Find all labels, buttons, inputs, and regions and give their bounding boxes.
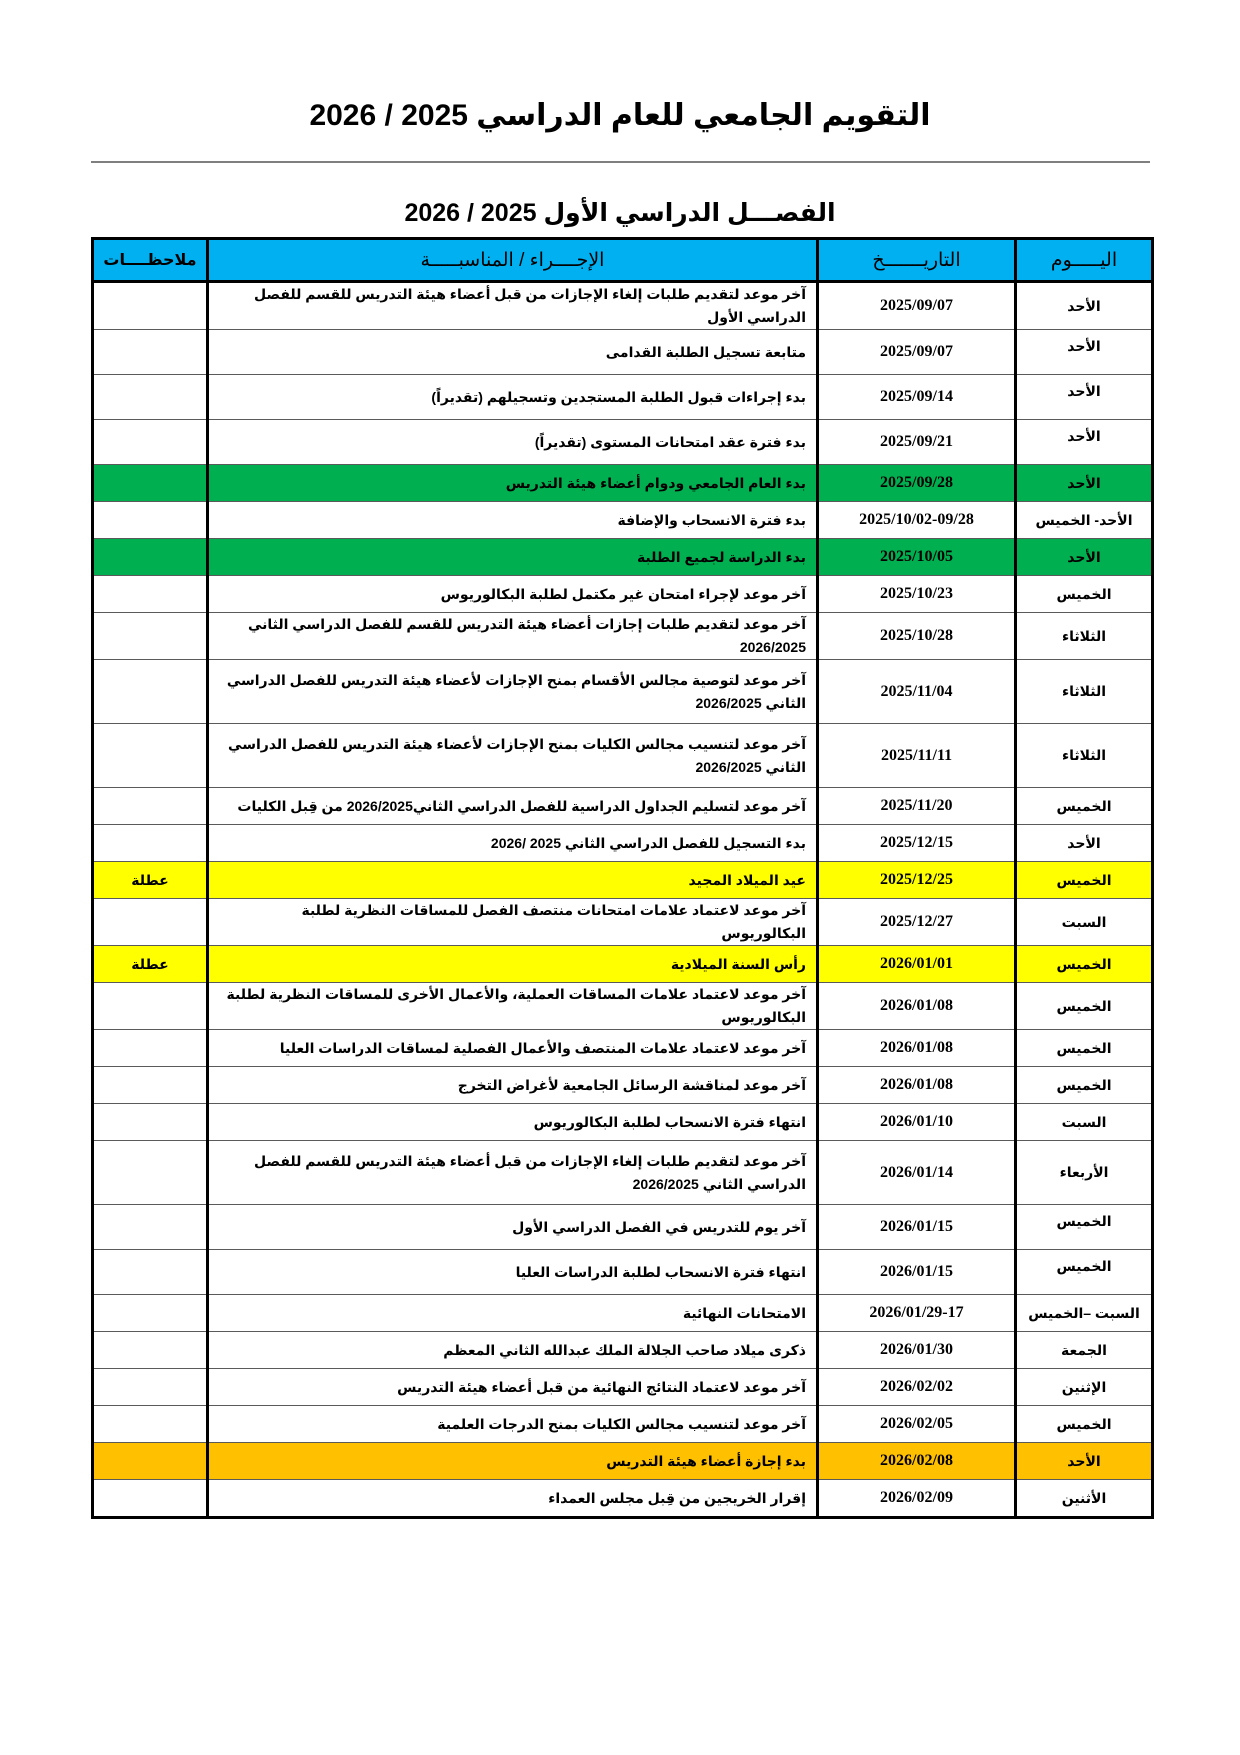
notes-cell: [93, 420, 208, 465]
day-cell: الأحد: [1016, 282, 1153, 330]
table-row: [93, 1030, 1153, 1067]
day-cell: الأحد: [1016, 330, 1153, 375]
notes-cell: [93, 788, 208, 825]
date-cell: 2025/10/23: [818, 576, 1016, 613]
notes-cell: [93, 282, 208, 330]
date-cell: 2026/01/29-17: [818, 1295, 1016, 1332]
notes-cell: [93, 1067, 208, 1104]
date-cell: 2026/01/10: [818, 1104, 1016, 1141]
notes-cell: [93, 1205, 208, 1250]
action-cell: آخر موعد لإجراء امتحان غير مكتمل لطلبة البكالوريوس: [208, 576, 818, 613]
action-cell: آخر موعد لتوصية مجالس الأقسام بمنح الإجازات لأعضاء هيئة التدريس للفصل الدراسي الثاني 2026/2025: [208, 660, 818, 724]
day-cell: الخميس: [1016, 1406, 1153, 1443]
table-row: [93, 724, 1153, 788]
notes-cell: [93, 660, 208, 724]
action-cell: بدء التسجيل للفصل الدراسي الثاني 2025 /2026: [208, 825, 818, 862]
date-cell: 2026/01/15: [818, 1250, 1016, 1295]
notes-cell: عطلة: [93, 862, 208, 899]
day-cell: الأربعاء: [1016, 1141, 1153, 1205]
table-row: [93, 1295, 1153, 1332]
day-cell: الخميس: [1016, 946, 1153, 983]
day-cell: السبت: [1016, 1104, 1153, 1141]
table-row: [93, 576, 1153, 613]
table-row: [93, 946, 1153, 983]
semester-title: الفصـــل الدراسي الأول 2025 / 2026: [404, 199, 836, 227]
action-cell: الامتحانات النهائية: [208, 1295, 818, 1332]
table-row: [93, 1480, 1153, 1518]
notes-cell: [93, 724, 208, 788]
action-cell: بدء إجازة أعضاء هيئة التدريس: [208, 1443, 818, 1480]
day-cell: السبت –الخميس: [1016, 1295, 1153, 1332]
action-cell: آخر موعد لتقديم طلبات إلغاء الإجازات من قبل أعضاء هيئة التدريس للقسم للفصل الدراسي الأول: [208, 282, 818, 330]
notes-cell: [93, 899, 208, 946]
action-cell: آخر موعد لتقديم طلبات إجازات أعضاء هيئة التدريس للقسم للفصل الدراسي الثاني 2026/2025: [208, 613, 818, 660]
day-cell: الثلاثاء: [1016, 660, 1153, 724]
table-row: [93, 465, 1153, 502]
table-row: [93, 502, 1153, 539]
action-cell: آخر موعد لاعتماد علامات المنتصف والأعمال الفصلية لمساقات الدراسات العليا: [208, 1030, 818, 1067]
notes-cell: [93, 1250, 208, 1295]
action-cell: بدء فترة عقد امتحانات المستوى (تقديراً): [208, 420, 818, 465]
day-cell: الخميس: [1016, 788, 1153, 825]
table-row: [93, 1141, 1153, 1205]
date-cell: 2025/09/07: [818, 282, 1016, 330]
action-cell: انتهاء فترة الانسحاب لطلبة البكالوريوس: [208, 1104, 818, 1141]
action-cell: بدء إجراءات قبول الطلبة المستجدين وتسجيلهم (تقديراً): [208, 375, 818, 420]
date-cell: 2025/12/27: [818, 899, 1016, 946]
table-row: [93, 1067, 1153, 1104]
day-cell: الخميس: [1016, 1067, 1153, 1104]
day-cell: الخميس: [1016, 983, 1153, 1030]
table-row: [93, 660, 1153, 724]
day-cell: الثلاثاء: [1016, 613, 1153, 660]
notes-cell: [93, 502, 208, 539]
day-cell: الجمعة: [1016, 1332, 1153, 1369]
header-action: الإجــــراء / المناسبـــــة: [208, 239, 818, 282]
date-cell: 2026/01/14: [818, 1141, 1016, 1205]
title-divider: [91, 161, 1150, 163]
date-cell: 2025/11/04: [818, 660, 1016, 724]
action-cell: بدء فترة الانسحاب والإضافة: [208, 502, 818, 539]
notes-cell: [93, 1369, 208, 1406]
notes-cell: [93, 1332, 208, 1369]
action-cell: آخر موعد لتقديم طلبات إلغاء الإجازات من قبل أعضاء هيئة التدريس للقسم للفصل الدراسي الثاني 2026/2025: [208, 1141, 818, 1205]
action-cell: بدء العام الجامعي ودوام أعضاء هيئة التدريس: [208, 465, 818, 502]
notes-cell: [93, 1141, 208, 1205]
day-cell: الأحد: [1016, 375, 1153, 420]
date-cell: 2026/02/09: [818, 1480, 1016, 1518]
date-cell: 2025/11/11: [818, 724, 1016, 788]
notes-cell: [93, 983, 208, 1030]
day-cell: الأحد- الخميس: [1016, 502, 1153, 539]
table-row: [93, 1369, 1153, 1406]
notes-cell: [93, 330, 208, 375]
date-cell: 2026/01/08: [818, 1067, 1016, 1104]
notes-cell: [93, 1295, 208, 1332]
date-cell: 2025/09/28: [818, 465, 1016, 502]
day-cell: الإثنين: [1016, 1369, 1153, 1406]
notes-cell: [93, 1443, 208, 1480]
action-cell: بدء الدراسة لجميع الطلبة: [208, 539, 818, 576]
day-cell: الخميس: [1016, 862, 1153, 899]
table-row: [93, 1332, 1153, 1369]
notes-cell: [93, 1406, 208, 1443]
table-row: [93, 899, 1153, 946]
day-cell: الخميس: [1016, 1250, 1153, 1295]
notes-cell: عطلة: [93, 946, 208, 983]
date-cell: 2025/10/28: [818, 613, 1016, 660]
document-title: التقويم الجامعي للعام الدراسي 2025 / 2026: [309, 99, 931, 132]
date-cell: 2025/12/15: [818, 825, 1016, 862]
day-cell: الخميس: [1016, 1030, 1153, 1067]
day-cell: الخميس: [1016, 576, 1153, 613]
table-row: [93, 330, 1153, 375]
date-cell: 2026/01/15: [818, 1205, 1016, 1250]
table-row: [93, 420, 1153, 465]
action-cell: عيد الميلاد المجيد: [208, 862, 818, 899]
day-cell: الأثنين: [1016, 1480, 1153, 1518]
action-cell: آخر موعد لتسليم الجداول الدراسية للفصل الدراسي الثاني2026/2025 من قِبل الكليات: [208, 788, 818, 825]
notes-cell: [93, 576, 208, 613]
notes-cell: [93, 613, 208, 660]
table-row: [93, 825, 1153, 862]
action-cell: آخر يوم للتدريس في الفصل الدراسي الأول: [208, 1205, 818, 1250]
action-cell: آخر موعد لتنسيب مجالس الكليات بمنح الدرجات العلمية: [208, 1406, 818, 1443]
notes-cell: [93, 375, 208, 420]
header-notes: ملاحظــــات: [93, 239, 208, 282]
table-row: [93, 375, 1153, 420]
notes-cell: [93, 1030, 208, 1067]
day-cell: الثلاثاء: [1016, 724, 1153, 788]
date-cell: 2025/12/25: [818, 862, 1016, 899]
action-cell: متابعة تسجيل الطلبة القدامى: [208, 330, 818, 375]
date-cell: 2026/02/02: [818, 1369, 1016, 1406]
day-cell: الأحد: [1016, 1443, 1153, 1480]
action-cell: رأس السنة الميلادية: [208, 946, 818, 983]
date-cell: 2026/02/05: [818, 1406, 1016, 1443]
action-cell: آخر موعد لتنسيب مجالس الكليات بمنح الإجازات لأعضاء هيئة التدريس للفصل الدراسي الثاني 2026/2025: [208, 724, 818, 788]
header-date: التاريـــــــخ: [818, 239, 1016, 282]
table-row: [93, 788, 1153, 825]
date-cell: 2025/09/14: [818, 375, 1016, 420]
table-row: [93, 539, 1153, 576]
action-cell: ذكرى ميلاد صاحب الجلالة الملك عبدالله الثاني المعظم: [208, 1332, 818, 1369]
action-cell: آخر موعد لمناقشة الرسائل الجامعية لأغراض التخرج: [208, 1067, 818, 1104]
date-cell: 2025/09/21: [818, 420, 1016, 465]
header-day: اليـــــوم: [1016, 239, 1153, 282]
day-cell: الأحد: [1016, 420, 1153, 465]
day-cell: السبت: [1016, 899, 1153, 946]
date-cell: 2025/09/07: [818, 330, 1016, 375]
notes-cell: [93, 539, 208, 576]
day-cell: الخميس: [1016, 1205, 1153, 1250]
day-cell: الأحد: [1016, 825, 1153, 862]
table-row: [93, 282, 1153, 330]
date-cell: 2026/01/30: [818, 1332, 1016, 1369]
notes-cell: [93, 1104, 208, 1141]
table-row: [93, 1443, 1153, 1480]
notes-cell: [93, 465, 208, 502]
action-cell: آخر موعد لاعتماد علامات المساقات العملية، والأعمال الأخرى للمساقات النظرية لطلبة البكالوريوس: [208, 983, 818, 1030]
table-body: [93, 282, 1153, 1518]
table-row: [93, 1104, 1153, 1141]
date-cell: 2025/11/20: [818, 788, 1016, 825]
action-cell: آخر موعد لاعتماد علامات امتحانات منتصف الفصل للمساقات النظرية لطلبة البكالوريوس: [208, 899, 818, 946]
day-cell: الأحد: [1016, 539, 1153, 576]
day-cell: الأحد: [1016, 465, 1153, 502]
table-row: [93, 1205, 1153, 1250]
table-row: [93, 983, 1153, 1030]
table-row: [93, 1406, 1153, 1443]
date-cell: 2026/01/08: [818, 1030, 1016, 1067]
date-cell: 2025/10/02-09/28: [818, 502, 1016, 539]
action-cell: آخر موعد لاعتماد النتائج النهائية من قبل أعضاء هيئة التدريس: [208, 1369, 818, 1406]
notes-cell: [93, 1480, 208, 1518]
date-cell: 2026/01/08: [818, 983, 1016, 1030]
table-row: [93, 613, 1153, 660]
date-cell: 2026/01/01: [818, 946, 1016, 983]
table-row: [93, 862, 1153, 899]
date-cell: 2026/02/08: [818, 1443, 1016, 1480]
table-row: [93, 1250, 1153, 1295]
table-header-row: [93, 239, 1153, 282]
date-cell: 2025/10/05: [818, 539, 1016, 576]
action-cell: إقرار الخريجين من قِبل مجلس العمداء: [208, 1480, 818, 1518]
academic-calendar-table: [91, 237, 1154, 1519]
action-cell: انتهاء فترة الانسحاب لطلبة الدراسات العليا: [208, 1250, 818, 1295]
notes-cell: [93, 825, 208, 862]
